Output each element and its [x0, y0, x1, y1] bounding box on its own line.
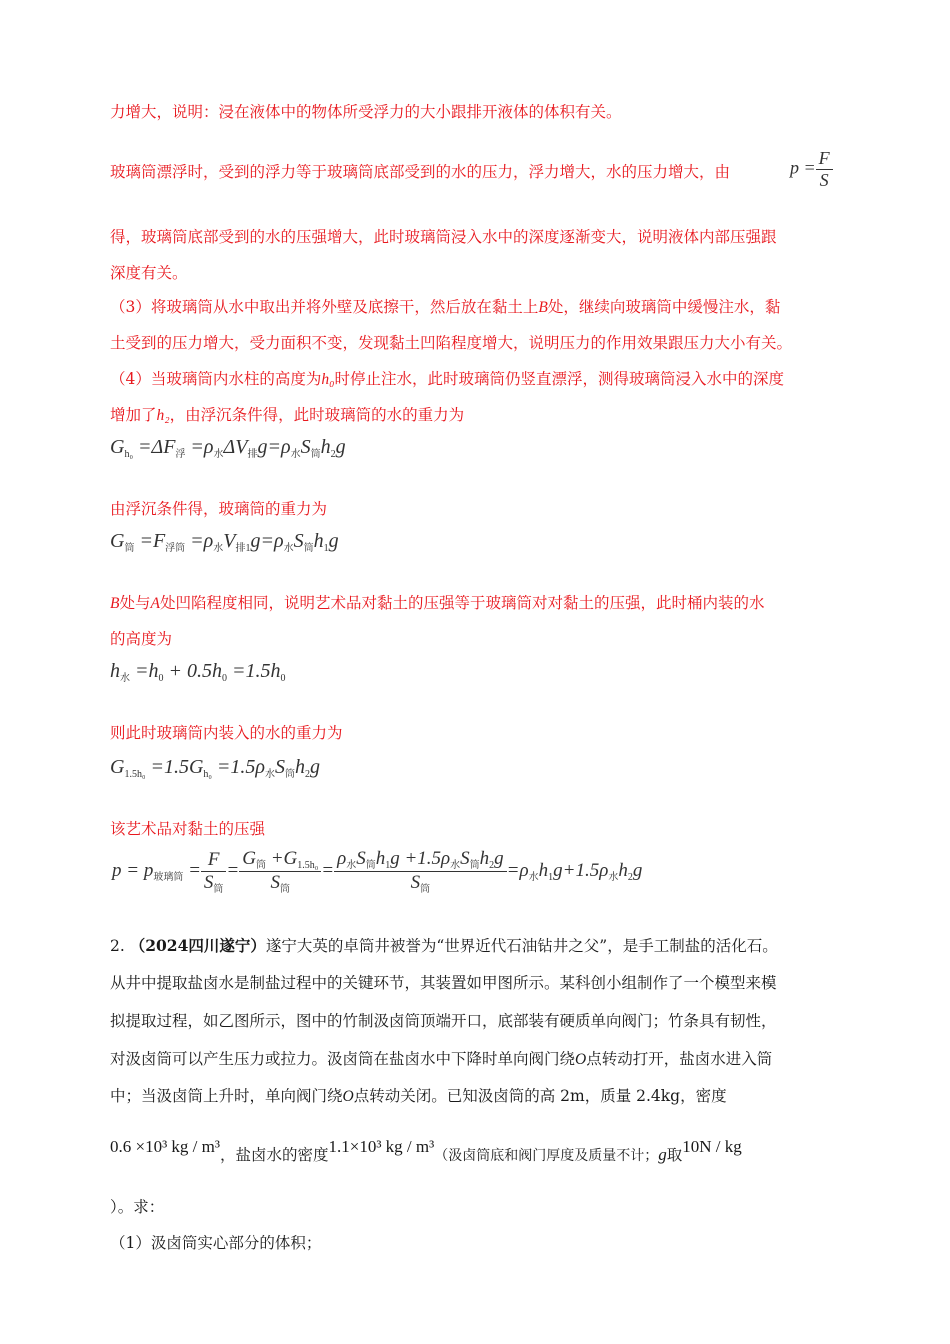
- question-2-line: 从井中提取盐卤水是制盐过程中的关键环节，其装置如甲图所示。某科创小组制作了一个模型来模: [110, 974, 777, 992]
- question-2-line: 拟提取过程，如乙图所示，图中的竹制汲卤筒顶端开口，底部装有硬质单向阀门；竹条具有韧性，: [110, 1012, 777, 1030]
- formula-artwork-pressure: $p = p_{玻璃筒}$ = $\frac{F}{S_筒}$ = $\frac{G_筒 +G_{1.5h_0}}{S_筒}$ = $\frac{\rho_水S_筒h_1g +1.5\rho_水S_筒h_2g}{S_筒}$ $=\rho_水h_1g+1.5\rho_水h_2g$: [112, 848, 643, 895]
- text-line: B处与A处凹陷程度相同，说明艺术品对黏土的压强等于玻璃筒对对黏土的压强，此时桶内装的水: [110, 594, 765, 612]
- formula-pressure: p = $\frac{F}{S}$: [790, 148, 833, 191]
- text-line: 增加了h₂，由浮沉条件得，此时玻璃筒的水的重力为: [110, 406, 465, 424]
- formula-water-weight-15: $G_{1.5h_0} =1.5G_{h_0} =1.5\rho_水S_筒h_2g$: [110, 756, 321, 780]
- brine-density-value: 1.1×10³ kg / m³: [328, 1137, 435, 1156]
- text-line: 的高度为: [110, 630, 173, 648]
- formula-water-height: $h_水 =h_0 + 0.5h_0 =1.5h_0$: [110, 660, 286, 684]
- density-line: 0.6 ×10³ kg / m³，盐卤水的密度1.1×10³ kg / $m^3_{(汲卤筒底和阀门厚度及质量不计;}g$取10N / kg: [110, 1137, 742, 1164]
- text-line: 该艺术品对黏土的压强: [110, 820, 266, 838]
- question-2-line: 中；当汲卤筒上升时，单向阀门绕O点转动关闭。已知汲卤筒的高 2m，质量 2.4kg，密度: [110, 1087, 727, 1105]
- sub-question-1: （1）汲卤筒实心部分的体积；: [110, 1234, 322, 1252]
- tube-density-value: 0.6 ×10³ kg / m³: [110, 1137, 220, 1156]
- text-line: 则此时玻璃筒内装入的水的重力为: [110, 724, 343, 742]
- question-2-line: 对汲卤筒可以产生压力或拉力。汲卤筒在盐卤水中下降时单向阀门绕O点转动打开，盐卤水进入筒: [110, 1050, 773, 1068]
- text-line: （4）当玻璃筒内水柱的高度为h₀时停止注水，此时玻璃筒仍竖直漂浮，测得玻璃筒浸入水中的深度: [110, 370, 785, 388]
- formula-tube-weight: $G_筒 =F_{浮筒} =\rho_水V_{排1}g=\rho_水S_筒h_1g$: [110, 530, 339, 554]
- formula-water-weight: $G_{h_0} =\Delta F_浮 =\rho_水\Delta V_排g=\rho_水S_筒h_2g$: [110, 436, 346, 460]
- text-line: 深度有关。: [110, 264, 188, 282]
- text-line: 由浮沉条件得，玻璃筒的重力为: [110, 500, 328, 518]
- text-line: 玻璃筒漂浮时，受到的浮力等于玻璃筒底部受到的水的压力，浮力增大，水的压力增大，由: [110, 163, 731, 181]
- gravity-value: 10N / kg: [682, 1137, 742, 1156]
- question-2-line: 2. （2024四川遂宁）遂宁大英的卓筒井被誉为“世界近代石油钻井之父”，是手工制盐的活化石。: [110, 936, 778, 955]
- question-2-line: ）。求：: [110, 1198, 165, 1216]
- text-line: 得，玻璃筒底部受到的水的压强增大，此时玻璃筒浸入水中的深度逐渐变大，说明液体内部压强跟: [110, 228, 777, 246]
- text-line: 土受到的压力增大，受力面积不变，发现黏土凹陷程度增大，说明压力的作用效果跟压力大小有关。: [110, 334, 793, 352]
- text-line: （3）将玻璃筒从水中取出并将外壁及底擦干，然后放在黏土上B处，继续向玻璃筒中缓慢注水，黏: [110, 298, 781, 316]
- text-line: 力增大，说明：浸在液体中的物体所受浮力的大小跟排开液体的体积有关。: [110, 103, 622, 121]
